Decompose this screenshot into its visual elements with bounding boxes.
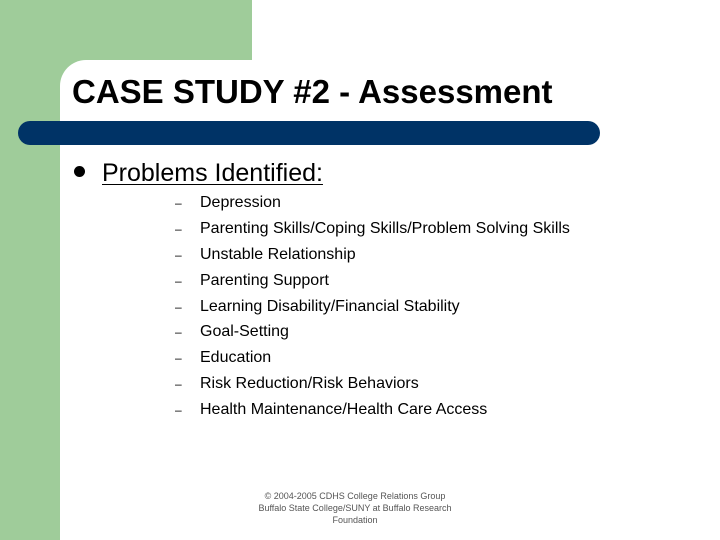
bullet-heading: Problems Identified: <box>102 159 323 187</box>
bullet-dot-icon <box>74 166 85 177</box>
dash-icon: – <box>175 273 182 288</box>
list-item-text: Education <box>200 349 272 367</box>
title-underline-bar <box>18 121 600 145</box>
list-item-text: Risk Reduction/Risk Behaviors <box>200 375 419 393</box>
footer-line: Buffalo State College/SUNY at Buffalo Research <box>258 503 452 513</box>
list-item-text: Goal-Setting <box>200 323 289 341</box>
dash-icon: – <box>175 247 182 262</box>
slide-title: CASE STUDY #2 - Assessment <box>72 73 553 110</box>
dash-icon: – <box>175 299 182 314</box>
footer-line: Foundation <box>332 515 378 525</box>
list-item-text: Depression <box>200 194 281 211</box>
dash-icon: – <box>175 325 182 340</box>
dash-icon: – <box>175 403 182 418</box>
copyright-footer <box>235 490 475 526</box>
dash-icon: – <box>175 351 182 366</box>
list-item-text: Unstable Relationship <box>200 245 356 263</box>
list-item-text: Parenting Skills/Coping Skills/Problem Solving Skills <box>200 219 570 237</box>
list-item-text: Health Maintenance/Health Care Access <box>200 401 488 419</box>
list-item-text: Parenting Support <box>200 271 329 289</box>
dash-icon: – <box>175 377 182 392</box>
dash-icon: – <box>175 196 182 210</box>
footer-line: © 2004-2005 CDHS College Relations Group <box>264 491 446 501</box>
dash-icon: – <box>175 221 182 236</box>
list-item-text: Learning Disability/Financial Stability <box>200 297 460 315</box>
